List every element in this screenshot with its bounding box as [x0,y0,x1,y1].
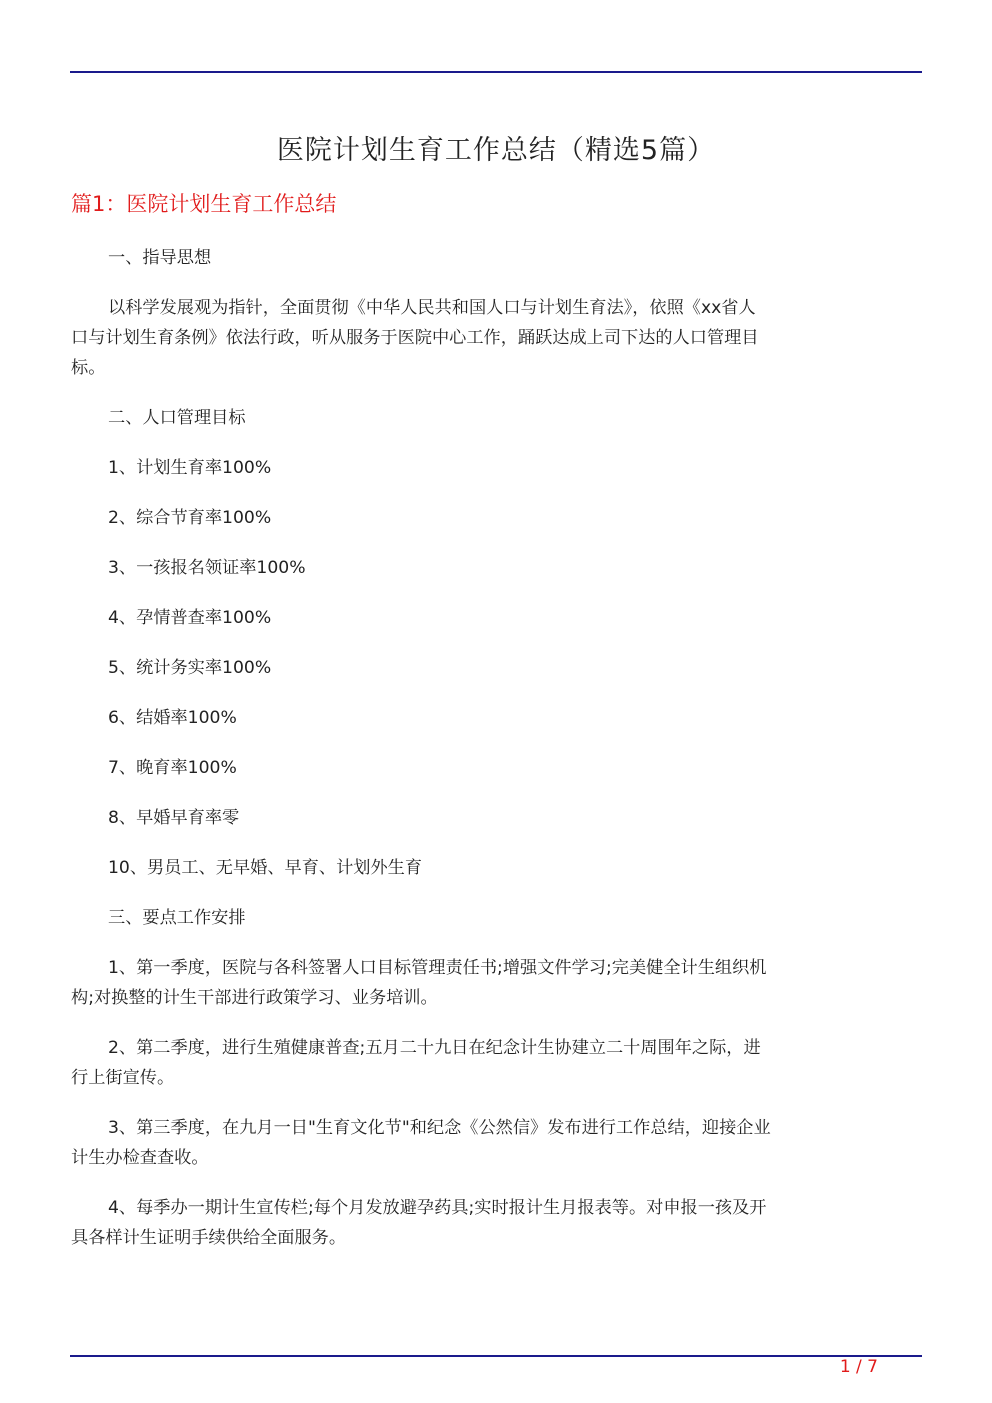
page-number: 1 / 7 [839,1357,878,1377]
list-item: 7、晚育率100% [108,758,237,778]
paragraph-work-item: 2、第二季度，进行生殖健康普查;五月二十九日在纪念计生协建立二十周围年之际，进行上街宣传。 [71,1038,761,1088]
document-title: 医院计划生育工作总结（精选5篇） [276,135,716,166]
list-item: 1、计划生育率100% [108,458,272,478]
heading-guiding-thought: 一、指导思想 [108,248,212,268]
list-item: 4、孕情普查率100% [108,608,272,628]
paragraph-work-item: 4、每季办一期计生宣传栏;每个月发放避孕药具;实时报计生月报表等。对申报一孩及开具各样计生证明手续供给全面服务。 [71,1198,767,1248]
list-item: 8、早婚早育率零 [108,808,240,828]
heading-population-goals: 二、人口管理目标 [108,408,246,428]
footer-rule [70,1355,922,1357]
paragraph-work-item: 3、第三季度，在九月一日"生育文化节"和纪念《公然信》发布进行工作总结，迎接企业计生办检查查收。 [71,1118,771,1168]
section-heading: 篇1：医院计划生育工作总结 [71,192,337,216]
document-body [71,243,921,1273]
paragraph-work-item: 1、第一季度，医院与各科签署人口目标管理责任书;增强文件学习;完美健全计生组织机构;对换整的计生干部进行政策学习、业务培训。 [71,958,767,1008]
list-item: 6、结婚率100% [108,708,237,728]
list-item: 5、统计务实率100% [108,658,272,678]
header-rule [70,71,922,73]
list-item: 3、一孩报名领证率100% [108,558,306,578]
list-item: 10、男员工、无早婚、早育、计划外生育 [108,858,423,878]
paragraph-guiding-text: 以科学发展观为指针，全面贯彻《中华人民共和国人口与计划生育法》，依照《xx省人口与计划生育条例》依法行政，听从服务于医院中心工作，踊跃达成上司下达的人口管理目标。 [71,298,759,378]
list-item: 2、综合节育率100% [108,508,272,528]
heading-key-work: 三、要点工作安排 [108,908,246,928]
